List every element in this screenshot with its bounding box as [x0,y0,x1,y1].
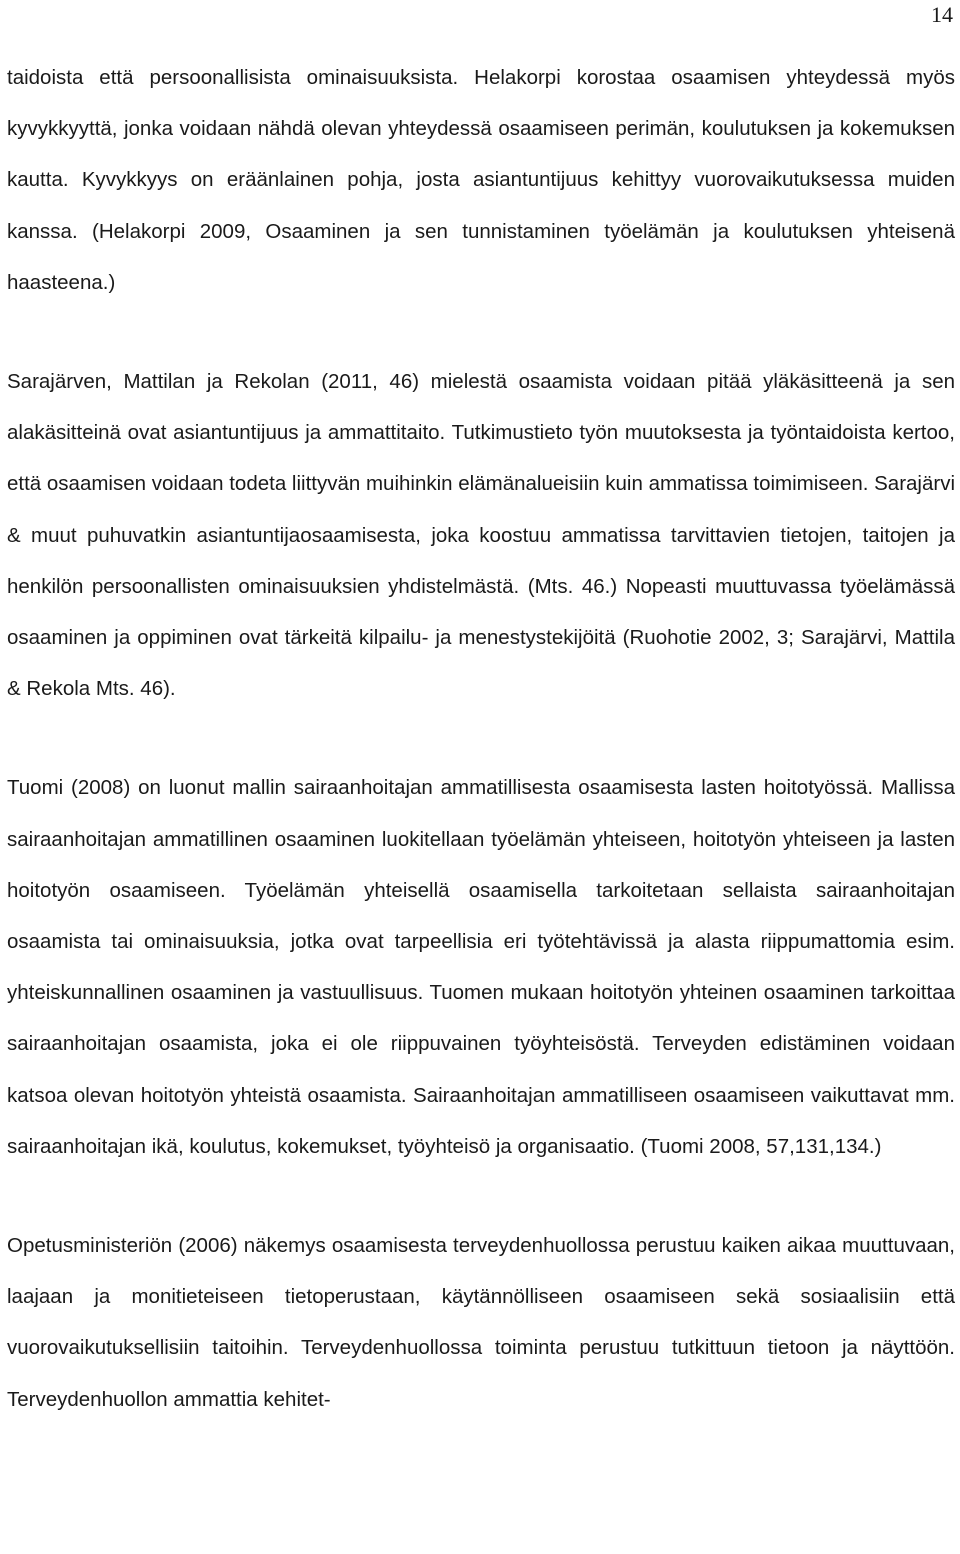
page-number: 14 [931,2,953,27]
paragraph-4: Opetusministeriön (2006) näkemys osaamisesta terveydenhuollossa perustuu kaiken aikaa muuttuvaan, laajaan ja monitieteiseen tietoperustaan, käytännölliseen osaamiseen sekä sosiaalisiin että vuorovaikutuksellisiin taitoihin. Terveydenhuollossa toiminta perustuu tutkittuun tietoon ja näyttöön. Terveydenhuollon ammattia kehitet- [7,1234,955,1411]
paragraph-3: Tuomi (2008) on luonut mallin sairaanhoitajan ammatillisesta osaamisesta lasten hoitotyössä. Mallissa sairaanhoitajan ammatillinen osaaminen luokitellaan työelämän yhteiseen, hoitotyön yhteiseen ja lasten hoitotyön osaamiseen. Työelämän yhteisellä osaamisella tarkoitetaan sellaista sairaanhoitajan osaamista tai ominaisuuksia, jotka ovat tarpeellisia eri työtehtävissä ja alasta riippumattomia esim. yhteiskunnallinen osaaminen ja vastuullisuus. Tuomen mukaan hoitotyön yhteinen osaaminen tarkoittaa sairaanhoitajan osaamista, joka ei ole riippuvainen työyhteisöstä. Terveyden edistäminen voidaan katsoa olevan hoitotyön yhteistä osaamista. Sairaanhoitajan ammatilliseen osaamiseen vaikuttavat mm. sairaanhoitajan ikä, koulutus, kokemukset, työyhteisö ja organisaatio. (Tuomi 2008, 57,131,134.) [7,776,955,1158]
paragraph-1: taidoista että persoonallisista ominaisuuksista. Helakorpi korostaa osaamisen yhteydessä myös kyvykkyyttä, jonka voidaan nähdä olevan yhteydessä osaamiseen perimän, koulutuksen ja kokemuksen kautta. Kyvykkyys on eräänlainen pohja, josta asiantuntijuus kehittyy vuorovaikutuksessa muiden kanssa. (Helakorpi 2009, Osaaminen ja sen tunnistaminen työelämän ja koulutuksen yhteisenä haasteena.) [7,66,955,294]
body-text [7,52,955,1425]
paragraph-2: Sarajärven, Mattilan ja Rekolan (2011, 46) mielestä osaamista voidaan pitää yläkäsitteenä ja sen alakäsitteinä ovat asiantuntijuus ja ammattitaito. Tutkimustieto työn muutoksesta ja työntaidoista kertoo, että osaamisen voidaan todeta liittyvän muihinkin elämänalueisiin kuin ammatissa toimimiseen. Sarajärvi & muut puhuvatkin asiantuntijaosaamisesta, joka koostuu ammatissa tarvittavien tietojen, taitojen ja henkilön persoonallisten ominaisuuksien yhdistelmästä. (Mts. 46.) Nopeasti muuttuvassa työelämässä osaaminen ja oppiminen ovat tärkeitä kilpailu- ja menestystekijöitä (Ruohotie 2002, 3; Sarajärvi, Mattila & Rekola Mts. 46). [7,370,956,701]
